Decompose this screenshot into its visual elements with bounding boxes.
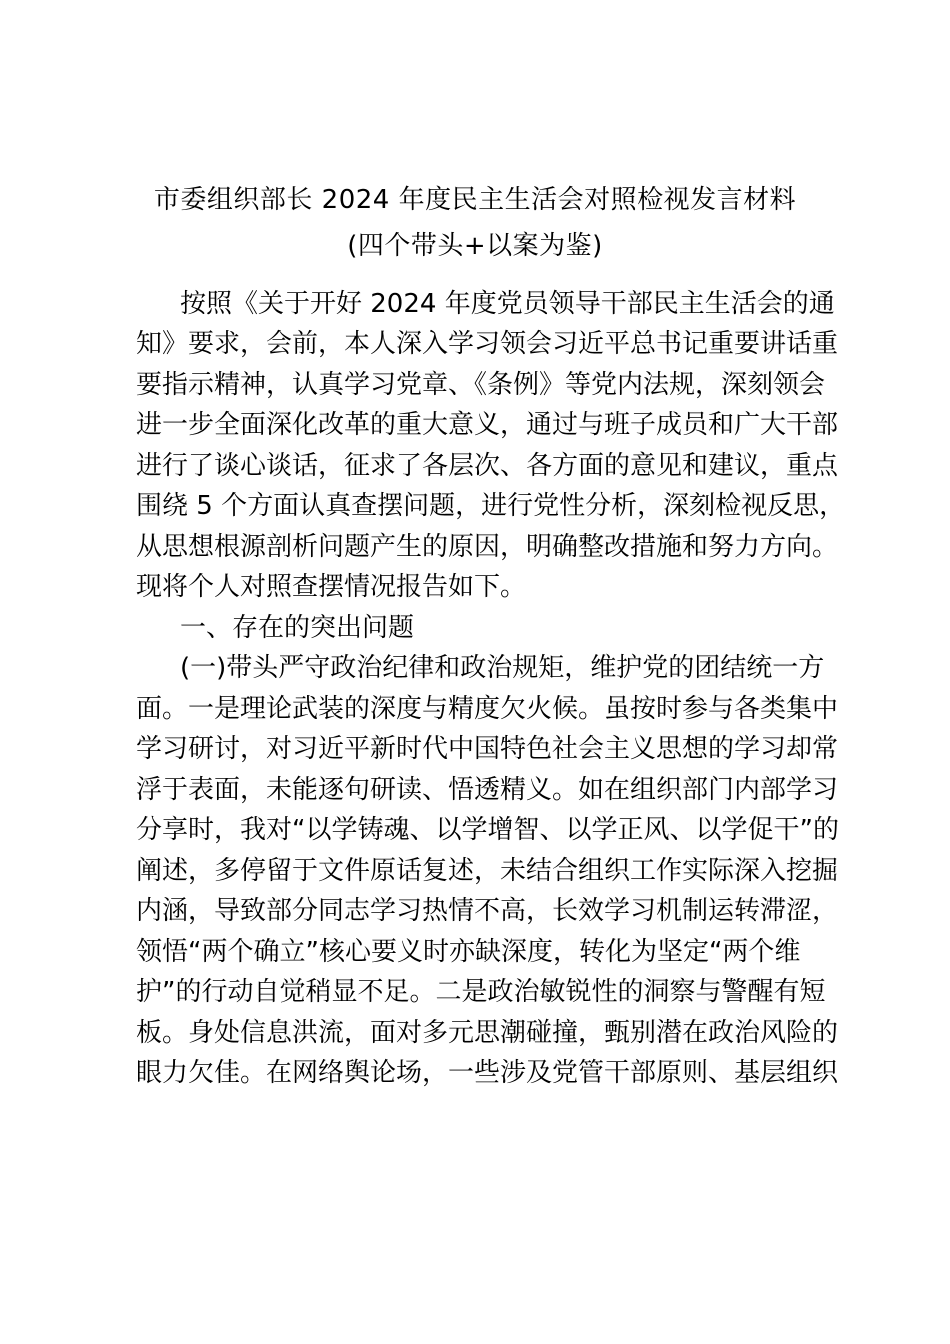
paragraph-line: 进行了谈心谈话，征求了各层次、各方面的意见和建议，重点 [136,451,839,481]
paragraph-line: 内涵，导致部分同志学习热情不高，长效学习机制运转滞涩， [136,896,839,926]
paragraph-line: 围绕 5 个方面认真查摆问题，进行党性分析，深刻检视反思， [136,491,846,521]
paragraph-line: 阐述，多停留于文件原话复述，未结合组织工作实际深入挖掘 [136,856,839,886]
paragraph-line: 现将个人对照查摆情况报告如下。 [136,572,527,602]
paragraph-line: 板。身处信息洪流，面对多元思潮碰撞，甄别潜在政治风险的 [136,1018,839,1048]
document-title: 市委组织部长 2024 年度民主生活会对照检视发言材料 [153,185,797,215]
paragraph-line: 从思想根源剖析问题产生的原因，明确整改措施和努力方向。 [136,532,839,562]
paragraph-line: 眼力欠佳。在网络舆论场，一些涉及党管干部原则、基层组织 [136,1058,839,1088]
paragraph-line: 领悟“两个确立”核心要义时亦缺深度，转化为坚定“两个维 [136,937,801,967]
paragraph-line: 学习研讨，对习近平新时代中国特色社会主义思想的学习却常 [136,734,839,764]
paragraph-line: 护”的行动自觉稍显不足。二是政治敏锐性的洞察与警醒有短 [136,977,826,1007]
paragraph-line: 面。一是理论武装的深度与精度欠火候。虽按时参与各类集中 [136,694,839,724]
paragraph-line: 知》要求，会前，本人深入学习领会习近平总书记重要讲话重 [136,329,839,359]
paragraph-line: (一)带头严守政治纪律和政治规矩，维护党的团结统一方 [180,653,825,683]
section-heading: 一、存在的突出问题 [180,613,415,643]
paragraph-line: 浮于表面，未能逐句研读、悟透精义。如在组织部门内部学习 [136,775,839,805]
paragraph-line: 按照《关于开好 2024 年度党员领导干部民主生活会的通 [180,289,835,319]
document-subtitle: (四个带头+以案为鉴) [347,231,603,261]
paragraph-line: 分享时，我对“以学铸魂、以学增智、以学正风、以学促干”的 [136,815,839,845]
paragraph-line: 要指示精神，认真学习党章、《条例》等党内法规，深刻领会 [136,370,826,400]
paragraph-line: 进一步全面深化改革的重大意义，通过与班子成员和广大干部 [136,410,839,440]
